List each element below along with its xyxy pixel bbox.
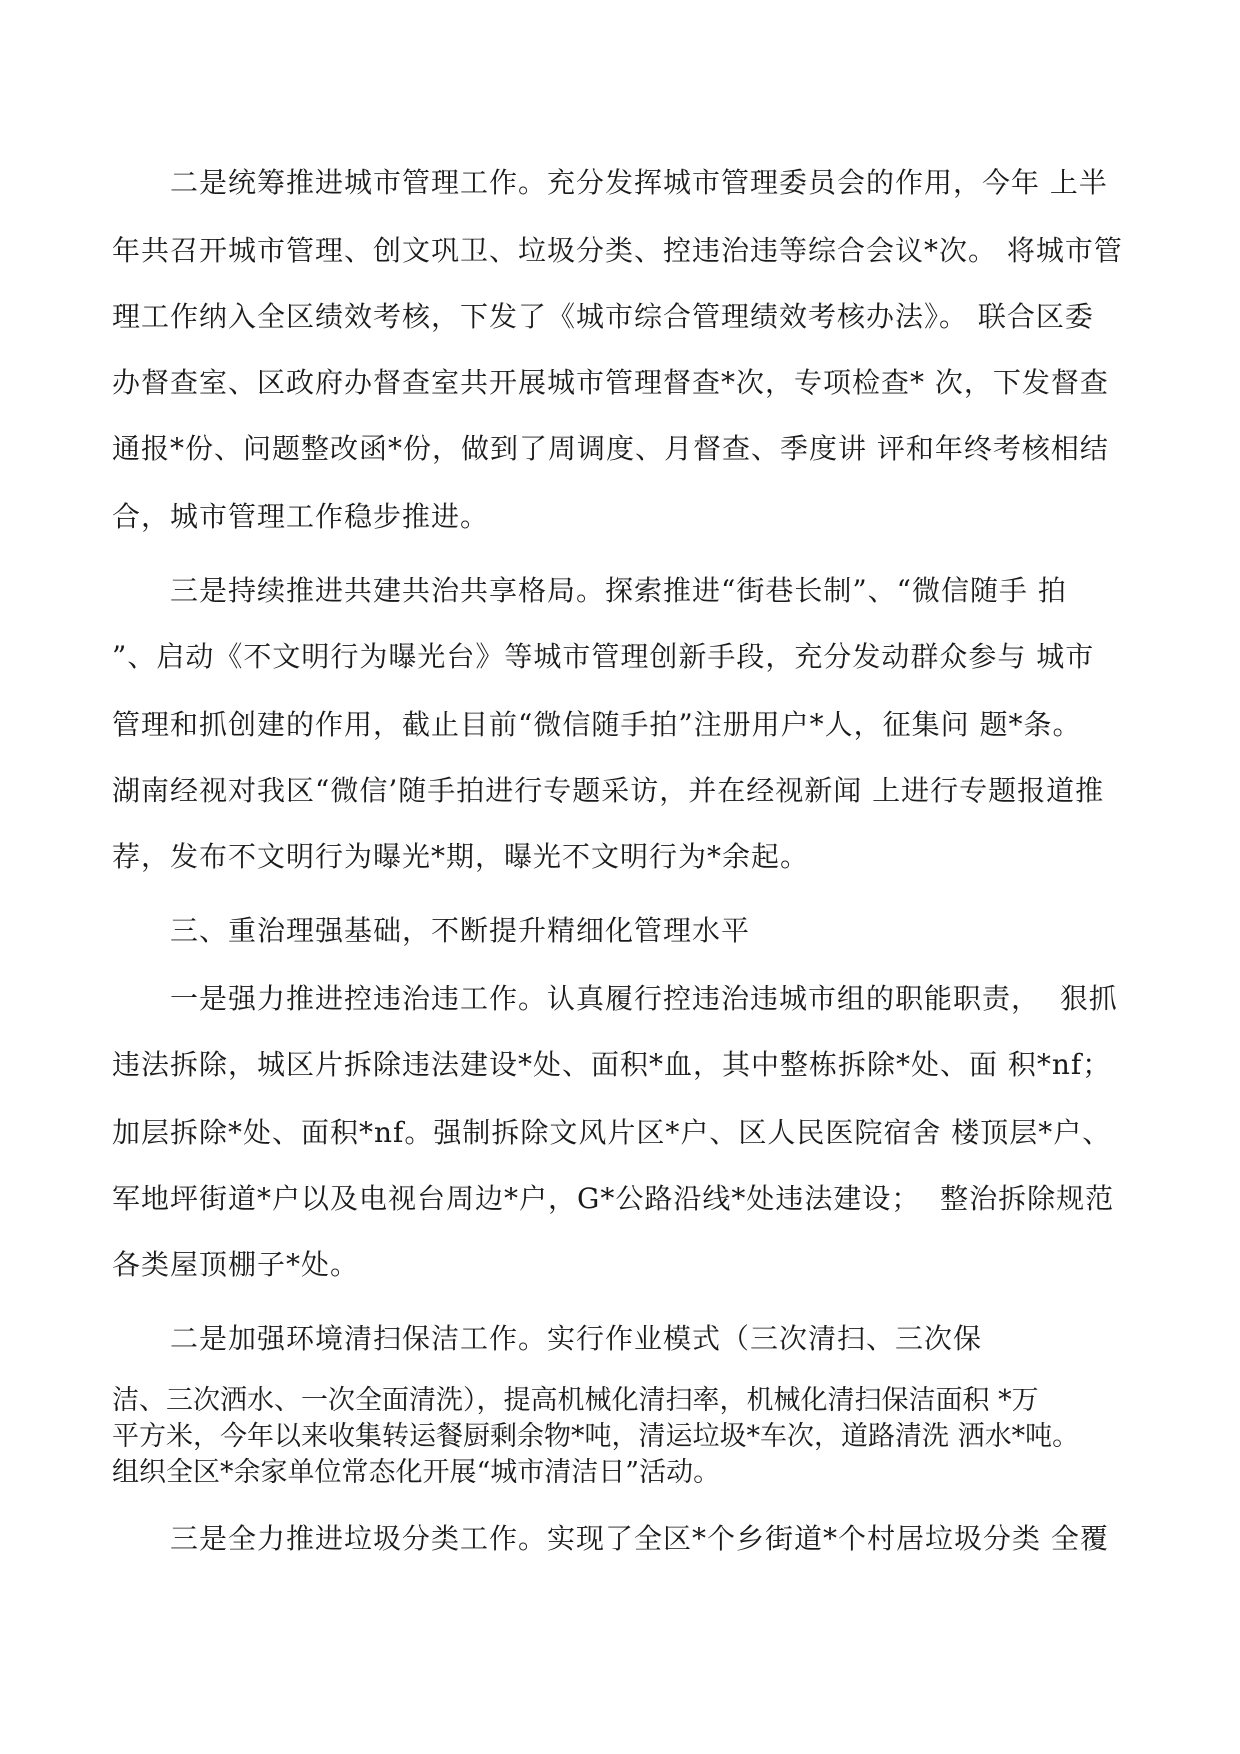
paragraph-line: 通报*份、问题整改函*份，做到了周调度、月督查、季度讲 评和年终考核相结 (112, 432, 1109, 465)
paragraph-line: 军地坪街道*户以及电视台周边*户，G*公路沿线*处违法建设； 整治拆除规范 (112, 1182, 1115, 1215)
paragraph-line: 合，城市管理工作稳步推进。 (112, 500, 490, 533)
paragraph-line: ”、启动《不文明行为曝光台》等城市管理创新手段，充分发动群众参与 城市 (112, 640, 1095, 673)
paragraph-line: 办督查室、区政府办督查室共开展城市管理督查*次，专项检查* 次，下发督查 (112, 366, 1109, 399)
paragraph-line: 二是统筹推进城市管理工作。充分发挥城市管理委员会的作用，今年 上半 (112, 166, 1108, 199)
paragraph-line: 三是持续推进共建共治共享格局。探索推进“街巷长制”、“微信随手 拍 (112, 574, 1067, 607)
section-heading: 三、重治理强基础，不断提升精细化管理水平 (112, 914, 751, 947)
paragraph-line: 组织全区*余家单位常态化开展“城市清洁日”活动。 (112, 1457, 721, 1488)
paragraph-line: 加层拆除*处、面积*nf。强制拆除文风片区*户、区人民医院宿舍 楼顶层*户、 (112, 1116, 1112, 1149)
paragraph-line: 违法拆除，城区片拆除违法建设*处、面积*血，其中整栋拆除*处、面 积*nf； (112, 1048, 1112, 1081)
paragraph-line: 各类屋顶棚子*处。 (112, 1248, 360, 1281)
paragraph-line: 年共召开城市管理、创文巩卫、垃圾分类、控违治违等综合会议*次。 将城市管 (112, 234, 1123, 267)
paragraph-line: 一是强力推进控违治违工作。认真履行控违治违城市组的职能职责， 狠抓 (112, 982, 1118, 1015)
paragraph-line: 二是加强环境清扫保洁工作。实行作业模式（三次清扫、三次保 (112, 1322, 983, 1355)
paragraph-line: 理工作纳入全区绩效考核，下发了《城市综合管理绩效考核办法》。 联合区委 (112, 300, 1094, 333)
paragraph-line: 管理和抓创建的作用，截止目前“微信随手拍”注册用户*人，征集问 题*条。 (112, 708, 1082, 741)
paragraph-line: 湖南经视对我区“微信’随手拍进行专题采访，并在经视新闻 上进行专题报道推 (112, 774, 1105, 807)
paragraph-line: 平方米，今年以来收集转运餐厨剩余物*吨，清运垃圾*车次，道路清洗 洒水*吨。 (112, 1421, 1080, 1452)
paragraph-line: 三是全力推进垃圾分类工作。实现了全区*个乡街道*个村居垃圾分类 全覆 (112, 1522, 1109, 1555)
paragraph-line: 洁、三次洒水、一次全面清洗），提高机械化清扫率，机械化清扫保洁面积 *万 (112, 1385, 1039, 1416)
paragraph-line: 荐，发布不文明行为曝光*期，曝光不文明行为*余起。 (112, 840, 810, 873)
